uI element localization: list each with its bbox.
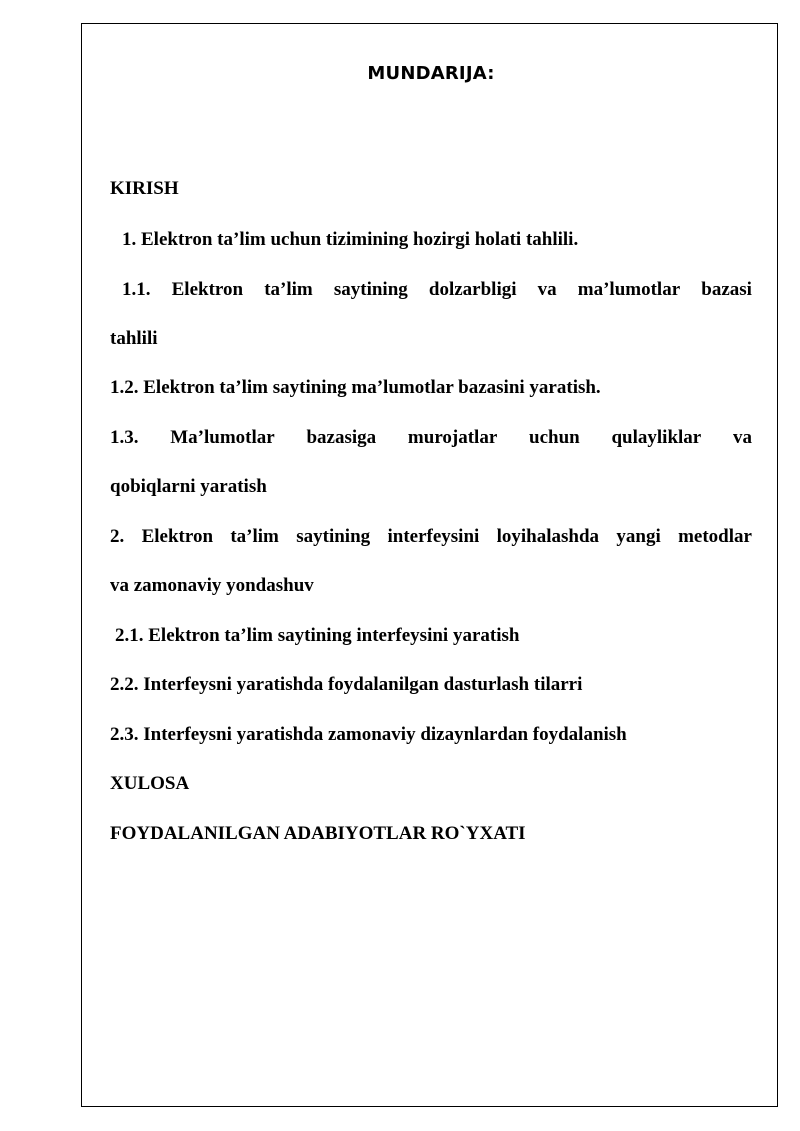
- toc-item-2: [110, 526, 752, 548]
- toc-word: va: [537, 279, 557, 300]
- toc-item-xulosa: XULOSA: [110, 773, 190, 794]
- page-title: MUNDARIJA:: [367, 63, 495, 84]
- toc-word: 2.: [110, 526, 125, 547]
- toc-word: yangi: [616, 526, 661, 547]
- toc-word: 1.1.: [122, 279, 151, 300]
- toc-word: Elektron: [171, 279, 244, 300]
- toc-item-2-1: 2.1. Elektron ta’lim saytining interfeysini yaratish: [115, 625, 520, 646]
- toc-word: saytining: [333, 279, 408, 300]
- toc-word: ma’lumotlar: [577, 279, 681, 300]
- toc-item-kirish: KIRISH: [110, 178, 179, 199]
- toc-word: metodlar: [678, 526, 752, 547]
- toc-item-2-3: 2.3. Interfeysni yaratishda zamonaviy dizaynlardan foydalanish: [110, 724, 627, 745]
- toc-word: 1.3.: [110, 427, 139, 448]
- toc-item-1-1-continuation: tahlili: [110, 328, 158, 349]
- toc-item-adabiyotlar: FOYDALANILGAN ADABIYOTLAR RO`YXATI: [110, 823, 526, 844]
- toc-word: Elektron: [141, 526, 214, 547]
- toc-item-1-3: [110, 427, 752, 449]
- toc-item-1-2: 1.2. Elektron ta’lim saytining ma’lumotlar bazasini yaratish.: [110, 377, 601, 398]
- toc-word: uchun: [529, 427, 580, 448]
- toc-word: qulayliklar: [611, 427, 702, 448]
- toc-word: loyihalashda: [496, 526, 600, 547]
- toc-word: va: [732, 427, 752, 448]
- toc-item-1: 1. Elektron ta’lim uchun tizimining hozirgi holati tahlili.: [122, 229, 579, 250]
- toc-word: interfeysini: [387, 526, 480, 547]
- toc-word: saytining: [296, 526, 371, 547]
- toc-word: Ma’lumotlar: [170, 427, 275, 448]
- toc-item-1-1: [122, 279, 752, 301]
- toc-word: bazasiga: [306, 427, 377, 448]
- toc-word: ta’lim: [264, 279, 313, 300]
- toc-item-2-2: 2.2. Interfeysni yaratishda foydalanilgan dasturlash tilarri: [110, 674, 583, 695]
- toc-item-1-3-continuation: qobiqlarni yaratish: [110, 476, 267, 497]
- toc-word: murojatlar: [407, 427, 498, 448]
- toc-item-2-continuation: va zamonaviy yondashuv: [110, 575, 314, 596]
- toc-word: bazasi: [701, 279, 752, 300]
- toc-word: dolzarbligi: [428, 279, 517, 300]
- toc-word: ta’lim: [230, 526, 279, 547]
